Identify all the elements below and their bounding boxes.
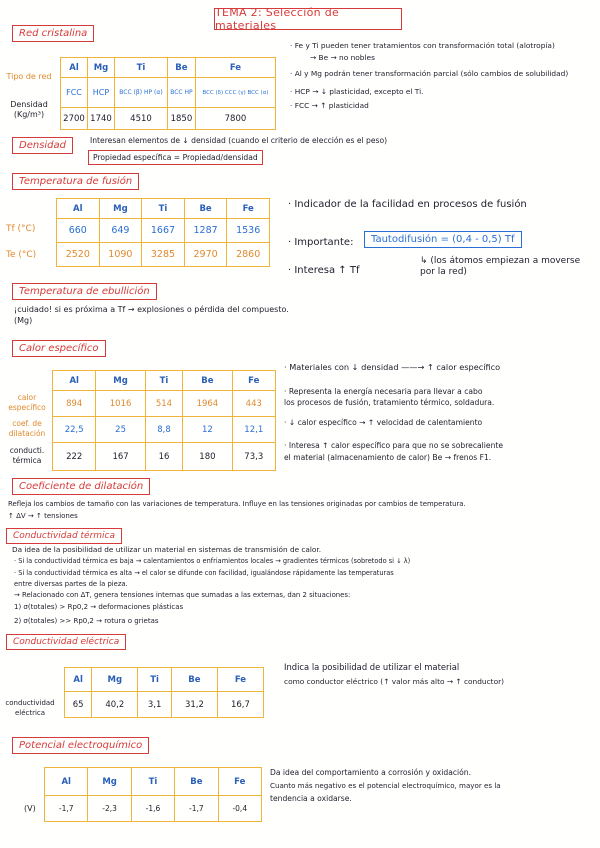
header-cell: Fe (195, 58, 275, 78)
table-cell: 1850 (167, 108, 195, 130)
calor-note-2: · Representa la energía necesaria para llevar a cabo (284, 387, 483, 396)
table-conductividad-electrica (64, 667, 264, 718)
table-cell: -1,7 (175, 796, 218, 822)
table-cell: 3285 (142, 243, 185, 267)
header-cell: Al (45, 768, 88, 796)
fusion-note-4: · Interesa ↑ Tf (288, 265, 360, 276)
heading-fusion: Temperatura de fusión (12, 173, 139, 190)
table-cell: 660 (57, 219, 100, 243)
note-red-1: · Fe y Ti pueden tener tratamientos con transformación total (alotropía) (290, 41, 555, 50)
header-cell: Mg (96, 371, 145, 391)
densidad-box: Propiedad específica = Propiedad/densidad (88, 150, 263, 165)
heading-densidad: Densidad (12, 137, 73, 154)
table-cell: 16 (145, 443, 183, 471)
table-cell: 1287 (184, 219, 227, 243)
note-red-2: → Be → no nobles (310, 53, 375, 62)
ct-line-2: · Si la conductividad térmica es baja → calentamientos o enfriamientos locales → gradientes térmicos (sobretodo si ↓ λ) (14, 557, 411, 565)
ce-note-2: como conductor eléctrico (↑ valor más alto → ↑ conductor) (284, 677, 505, 686)
header-cell: Be (175, 768, 218, 796)
table-cell: 180 (183, 443, 232, 471)
table-cell: 222 (53, 443, 96, 471)
ct-line-1: Da idea de la posibilidad de utilizar un material en sistemas de transmisión de calor. (12, 545, 322, 554)
header-cell: Be (167, 58, 195, 78)
header-cell: Be (184, 199, 227, 219)
table-cell: -1,7 (45, 796, 88, 822)
table-cell: 12 (183, 417, 232, 443)
table-cell: BCC (β) HP (α) (115, 78, 168, 108)
table-cell: 2520 (57, 243, 100, 267)
pot-note-2: Cuanto más negativo es el potencial electroquímico, mayor es la (270, 781, 501, 790)
header-cell: Fe (227, 199, 270, 219)
pot-note-3: tendencia a oxidarse. (270, 794, 352, 803)
heading-potencial: Potencial electroquímico (12, 737, 149, 754)
row-label-te: Te (°C) (6, 250, 37, 260)
header-cell: Mg (88, 768, 131, 796)
header-cell: Al (57, 199, 100, 219)
table-cell: 167 (96, 443, 145, 471)
header-cell: Fe (217, 668, 263, 692)
header-cell: Ti (131, 768, 174, 796)
header-cell: Mg (88, 58, 115, 78)
row-label-calor: calor específico (8, 393, 46, 412)
table-red-cristalina (60, 57, 276, 130)
table-cell: 2970 (184, 243, 227, 267)
calor-note-1: · Materiales con ↓ densidad ——→ ↑ calor específico (284, 362, 501, 372)
table-cell: 31,2 (171, 692, 217, 718)
table-cell: BCC HP (167, 78, 195, 108)
row-label-cond-electrica: conductividad eléctrica (5, 699, 55, 717)
table-cell: 894 (53, 391, 96, 417)
calor-note-3: los procesos de fusión, tratamiento térmico, soldadura. (284, 398, 495, 407)
table-cell: 443 (232, 391, 275, 417)
table-cell: 1016 (96, 391, 145, 417)
table-cell: -2,3 (88, 796, 131, 822)
table-cell: 16,7 (217, 692, 263, 718)
table-cell: 649 (99, 219, 142, 243)
fusion-note-3: ↳ (los átomos empiezan a moverse por la red) (420, 256, 581, 277)
table-cell: 1090 (99, 243, 142, 267)
ebullicion-sub: (Mg) (14, 316, 33, 325)
header-cell: Ti (115, 58, 168, 78)
dilatacion-sub: ↑ ΔV → ↑ tensiones (8, 512, 78, 520)
header-cell: Be (183, 371, 232, 391)
table-cell: 40,2 (92, 692, 138, 718)
heading-red-cristalina: Red cristalina (12, 25, 94, 42)
fusion-note-2-box: Tautodifusión = (0,4 - 0,5) Tf (364, 231, 522, 248)
table-calor (52, 370, 276, 471)
fusion-note-2-label: · Importante: (288, 237, 354, 248)
table-fusion (56, 198, 270, 267)
header-cell: Mg (99, 199, 142, 219)
row-label-conductividad: conducti. térmica (9, 446, 45, 465)
header-cell: Al (65, 668, 92, 692)
row-label-dilatacion: coef. de dilatación (8, 419, 46, 438)
ct-line-7: 2) σ(totales) >> Rp0,2 → rotura o grietas (14, 617, 159, 625)
note-red-3: · Al y Mg podrán tener transformación parcial (sólo cambios de solubilidad) (290, 69, 569, 78)
table-cell: 22,5 (53, 417, 96, 443)
row-label-tipo: Tipo de red (6, 72, 52, 81)
fusion-note-1: · Indicador de la facilidad en procesos de fusión (288, 199, 527, 210)
header-cell: Al (61, 58, 88, 78)
table-cell: 1667 (142, 219, 185, 243)
table-cell: 7800 (195, 108, 275, 130)
table-cell: 12,1 (232, 417, 275, 443)
header-cell: Be (171, 668, 217, 692)
ce-note-1: Indica la posibilidad de utilizar el material (284, 662, 460, 672)
heading-conductividad-electrica: Conductividad eléctrica (6, 634, 126, 650)
calor-note-5: · Interesa ↑ calor específico para que no se sobrecaliente (284, 441, 504, 450)
table-cell: BCC (δ) CCC (γ) BCC (α) (195, 78, 275, 108)
row-label-densidad: Densidad (Kg/m³) (10, 100, 48, 119)
table-cell: 2860 (227, 243, 270, 267)
pot-note-1: Da idea del comportamiento a corrosión y oxidación. (270, 768, 472, 777)
table-cell: 4510 (115, 108, 168, 130)
heading-ebullicion: Temperatura de ebullición (12, 283, 157, 300)
ct-line-5: → Relacionado con ΔT, genera tensiones internas que sumadas a las externas, dan 2 situaciones: (14, 591, 351, 599)
table-cell: 3,1 (138, 692, 172, 718)
table-cell: HCP (88, 78, 115, 108)
table-cell: 8,8 (145, 417, 183, 443)
table-cell: 25 (96, 417, 145, 443)
header-cell: Fe (218, 768, 261, 796)
note-red-4: · HCP → ↓ plasticidad, excepto el Ti. (290, 87, 424, 96)
ct-line-4: entre diversas partes de la pieza. (14, 580, 128, 588)
table-cell: FCC (61, 78, 88, 108)
header-cell: Ti (145, 371, 183, 391)
table-potencial (44, 767, 262, 822)
row-label-tf: Tf (°C) (6, 224, 36, 234)
calor-note-6: el material (almacenamiento de calor) Be → frenos F1. (284, 453, 492, 462)
calor-note-4: · ↓ calor específico → ↑ velocidad de calentamiento (284, 418, 483, 427)
header-cell: Al (53, 371, 96, 391)
header-cell: Ti (142, 199, 185, 219)
table-cell: 1964 (183, 391, 232, 417)
ebullicion-text: ¡cuidado! si es próxima a Tf → explosiones o pérdida del compuesto. (14, 305, 289, 314)
table-cell: 1536 (227, 219, 270, 243)
table-cell: -0,4 (218, 796, 261, 822)
densidad-text: Interesan elementos de ↓ densidad (cuando el criterio de elección es el peso) (90, 136, 388, 145)
table-cell: 73,3 (232, 443, 275, 471)
ct-line-3: · Si la conductividad térmica es alta → el calor se difunde con facilidad, igualándose rápidamente las temperaturas (14, 569, 394, 577)
heading-calor: Calor específico (12, 340, 106, 357)
heading-dilatacion: Coeficiente de dilatación (12, 478, 150, 495)
heading-conductividad-termica: Conductividad térmica (6, 528, 122, 544)
table-cell: -1,6 (131, 796, 174, 822)
table-cell: 65 (65, 692, 92, 718)
header-cell: Mg (92, 668, 138, 692)
header-cell: Ti (138, 668, 172, 692)
table-cell: 1740 (88, 108, 115, 130)
page-title: TEMA 2: Selección de materiales (214, 8, 402, 30)
dilatacion-text: Refleja los cambios de tamaño con las variaciones de temperatura. Influye en las tensiones originadas por cambios de temperatura. (8, 500, 466, 508)
note-red-5: · FCC → ↑ plasticidad (290, 101, 369, 110)
header-cell: Fe (232, 371, 275, 391)
table-cell: 2700 (61, 108, 88, 130)
table-cell: 514 (145, 391, 183, 417)
row-label-potencial: (V) (24, 804, 36, 813)
ct-line-6: 1) σ(totales) > Rp0,2 → deformaciones plásticas (14, 603, 184, 611)
